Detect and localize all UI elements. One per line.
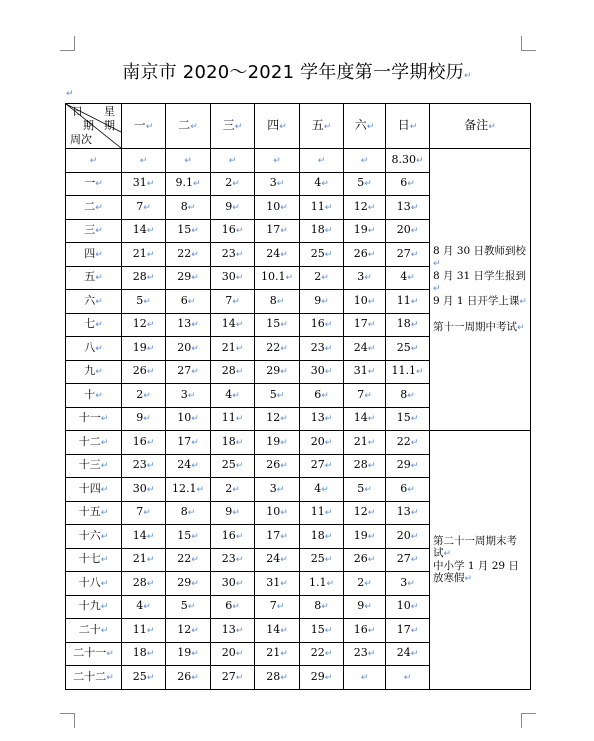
- corner-label-week: 周次: [70, 133, 92, 146]
- date-cell: 16↵: [211, 525, 255, 549]
- date-cell: 16↵: [300, 313, 344, 337]
- date-cell: 30↵: [211, 266, 255, 290]
- date-cell: 27↵: [386, 243, 430, 267]
- date-cell: 23↵: [211, 243, 255, 267]
- week-number-cell: 十九↵: [66, 595, 122, 619]
- remarks-header: 备注↵: [430, 104, 531, 149]
- date-cell: 11↵: [122, 619, 166, 643]
- week-number-cell: 十六↵: [66, 525, 122, 549]
- date-cell: 14↵: [122, 525, 166, 549]
- date-cell: 7↵: [122, 196, 166, 220]
- remark-line: 8 月 30 日教师到校↵: [433, 245, 527, 269]
- date-cell: 18↵: [386, 313, 430, 337]
- date-cell: 6↵: [211, 595, 255, 619]
- paragraph-mark: ↵: [66, 89, 74, 99]
- corner-label-star: 星: [104, 105, 115, 118]
- day-header-wed: 三↵: [211, 104, 255, 149]
- date-cell: 12↵: [344, 501, 386, 525]
- date-cell: 3↵: [386, 572, 430, 596]
- date-cell: 26↵: [344, 243, 386, 267]
- date-cell: 12↵: [166, 619, 211, 643]
- week-number-cell: 五↵: [66, 266, 122, 290]
- date-cell: 18↵: [122, 642, 166, 666]
- date-cell: 9↵: [344, 595, 386, 619]
- date-cell: 8↵: [166, 501, 211, 525]
- date-cell: 22↵: [386, 431, 430, 455]
- date-cell: 8↵: [255, 290, 300, 314]
- date-cell: 11↵: [300, 196, 344, 220]
- date-cell: ↵: [344, 666, 386, 690]
- date-cell: 27↵: [166, 360, 211, 384]
- calendar-row: [66, 431, 531, 455]
- date-cell: 2↵: [344, 572, 386, 596]
- week-number-cell: 十二↵: [66, 431, 122, 455]
- date-cell: 15↵: [255, 313, 300, 337]
- date-cell: 16↵: [344, 619, 386, 643]
- date-cell: 28↵: [122, 266, 166, 290]
- week-number-cell: 十七↵: [66, 548, 122, 572]
- date-cell: 22↵: [166, 548, 211, 572]
- date-cell: 19↵: [255, 431, 300, 455]
- date-cell: 15↵: [300, 619, 344, 643]
- date-cell: 10↵: [386, 595, 430, 619]
- date-cell: 8.30↵: [386, 149, 430, 173]
- day-header-thu: 四↵: [255, 104, 300, 149]
- date-cell: 12↵: [122, 313, 166, 337]
- date-cell: 10↵: [255, 501, 300, 525]
- date-cell: 24↵: [386, 642, 430, 666]
- date-cell: 16↵: [211, 219, 255, 243]
- date-cell: 24↵: [344, 337, 386, 361]
- remark-line: 中小学 1 月 29 日放寒假↵: [433, 559, 519, 584]
- date-cell: 21↵: [344, 431, 386, 455]
- date-cell: 20↵: [166, 337, 211, 361]
- date-cell: 8↵: [166, 196, 211, 220]
- date-cell: 13↵: [300, 407, 344, 431]
- date-cell: 12.1↵: [166, 478, 211, 502]
- date-cell: 15↵: [166, 219, 211, 243]
- date-cell: 27↵: [386, 548, 430, 572]
- date-cell: 7↵: [344, 384, 386, 408]
- date-cell: 22↵: [255, 337, 300, 361]
- date-cell: 14↵: [211, 313, 255, 337]
- corner-label-period: 期: [104, 119, 115, 132]
- date-cell: 17↵: [386, 619, 430, 643]
- date-cell: 19↵: [122, 337, 166, 361]
- date-cell: 30↵: [211, 572, 255, 596]
- date-cell: 6↵: [386, 172, 430, 196]
- date-cell: 4↵: [122, 595, 166, 619]
- date-cell: 21↵: [255, 642, 300, 666]
- date-cell: 31↵: [344, 360, 386, 384]
- week-number-cell: 十四↵: [66, 478, 122, 502]
- date-cell: 17↵: [255, 219, 300, 243]
- week-number-cell: 六↵: [66, 290, 122, 314]
- date-cell: 5↵: [344, 478, 386, 502]
- week-number-cell: 二十↵: [66, 619, 122, 643]
- date-cell: 24↵: [255, 243, 300, 267]
- date-cell: 1.1↵: [300, 572, 344, 596]
- date-cell: 28↵: [344, 454, 386, 478]
- date-cell: 6↵: [166, 290, 211, 314]
- date-cell: 10↵: [344, 290, 386, 314]
- page-corner-bottom-right: [521, 713, 536, 728]
- date-cell: 11↵: [211, 407, 255, 431]
- date-cell: 18↵: [300, 525, 344, 549]
- corner-label-qi: 期: [83, 119, 94, 132]
- date-cell: 12↵: [344, 196, 386, 220]
- date-cell: 12↵: [255, 407, 300, 431]
- date-cell: 19↵: [344, 219, 386, 243]
- date-cell: 5↵: [166, 595, 211, 619]
- date-cell: 24↵: [166, 454, 211, 478]
- calendar-table: [65, 103, 531, 690]
- week-number-cell: 二↵: [66, 196, 122, 220]
- remarks-cell-first-half: [430, 149, 531, 431]
- date-cell: 24↵: [255, 548, 300, 572]
- date-cell: 28↵: [122, 572, 166, 596]
- date-cell: 11↵: [300, 501, 344, 525]
- week-number-cell: 四↵: [66, 243, 122, 267]
- date-cell: 20↵: [211, 642, 255, 666]
- date-cell: 22↵: [300, 642, 344, 666]
- remark-line: 第十一周期中考试↵: [433, 321, 525, 333]
- date-cell: 13↵: [211, 619, 255, 643]
- date-cell: 18↵: [211, 431, 255, 455]
- date-cell: 20↵: [386, 219, 430, 243]
- date-cell: 23↵: [300, 337, 344, 361]
- day-header-sat: 六↵: [344, 104, 386, 149]
- date-cell: 4↵: [211, 384, 255, 408]
- date-cell: 5↵: [255, 384, 300, 408]
- date-cell: 11↵: [386, 290, 430, 314]
- date-cell: 21↵: [211, 337, 255, 361]
- date-cell: 23↵: [211, 548, 255, 572]
- day-header-tue: 二↵: [166, 104, 211, 149]
- date-cell: 9.1↵: [166, 172, 211, 196]
- date-cell: 2↵: [211, 478, 255, 502]
- date-cell: 30↵: [300, 360, 344, 384]
- date-cell: 10.1↵: [255, 266, 300, 290]
- date-cell: ↵: [386, 666, 430, 690]
- date-cell: 21↵: [122, 243, 166, 267]
- date-cell: 4↵: [300, 478, 344, 502]
- date-cell: 10↵: [255, 196, 300, 220]
- date-cell: 7↵: [211, 290, 255, 314]
- date-cell: 27↵: [211, 666, 255, 690]
- remarks-cell-second-half: [430, 431, 531, 690]
- date-cell: 26↵: [122, 360, 166, 384]
- day-header-mon: 一↵: [122, 104, 166, 149]
- date-cell: 8↵: [386, 384, 430, 408]
- date-cell: 23↵: [122, 454, 166, 478]
- date-cell: 11.1↵: [386, 360, 430, 384]
- date-cell: 23↵: [344, 642, 386, 666]
- page-corner-top-right: [521, 36, 536, 51]
- remark-line: 第二十一周期末考试↵: [433, 534, 517, 559]
- week-number-cell: 三↵: [66, 219, 122, 243]
- date-cell: 5↵: [122, 290, 166, 314]
- date-cell: 3↵: [166, 384, 211, 408]
- date-cell: 4↵: [300, 172, 344, 196]
- date-cell: ↵: [300, 149, 344, 173]
- date-cell: 16↵: [122, 431, 166, 455]
- date-cell: 9↵: [211, 196, 255, 220]
- date-cell: 17↵: [255, 525, 300, 549]
- remark-line: 8 月 31 日学生报到↵: [433, 270, 527, 294]
- week-number-cell: 八↵: [66, 337, 122, 361]
- date-cell: ↵: [255, 149, 300, 173]
- week-number-cell: 十五↵: [66, 501, 122, 525]
- date-cell: 7↵: [255, 595, 300, 619]
- date-cell: 27↵: [300, 454, 344, 478]
- page-corner-bottom-left: [60, 713, 75, 728]
- date-cell: 3↵: [344, 266, 386, 290]
- date-cell: 25↵: [300, 243, 344, 267]
- week-number-cell: 一↵: [66, 172, 122, 196]
- date-cell: 9↵: [211, 501, 255, 525]
- date-cell: 18↵: [300, 219, 344, 243]
- date-cell: 3↵: [255, 478, 300, 502]
- date-cell: 19↵: [166, 642, 211, 666]
- week-number-cell: 十八↵: [66, 572, 122, 596]
- date-cell: 29↵: [166, 266, 211, 290]
- week-number-cell: 二十一↵: [66, 642, 122, 666]
- page-title: 南京市 2020～2021 学年度第一学期校历↵: [122, 62, 472, 83]
- date-cell: 29↵: [386, 454, 430, 478]
- date-cell: 2↵: [300, 266, 344, 290]
- date-cell: 31↵: [255, 572, 300, 596]
- date-cell: 29↵: [300, 666, 344, 690]
- date-cell: ↵: [344, 149, 386, 173]
- date-cell: 21↵: [122, 548, 166, 572]
- date-cell: 26↵: [166, 666, 211, 690]
- date-cell: 25↵: [386, 337, 430, 361]
- date-cell: 15↵: [166, 525, 211, 549]
- date-cell: 15↵: [386, 407, 430, 431]
- date-cell: 31↵: [122, 172, 166, 196]
- date-cell: 7↵: [122, 501, 166, 525]
- date-cell: 8↵: [300, 595, 344, 619]
- date-cell: 29↵: [255, 360, 300, 384]
- day-header-fri: 五↵: [300, 104, 344, 149]
- date-cell: 19↵: [344, 525, 386, 549]
- date-cell: 28↵: [211, 360, 255, 384]
- date-cell: 9↵: [122, 407, 166, 431]
- date-cell: 28↵: [255, 666, 300, 690]
- date-cell: 6↵: [386, 478, 430, 502]
- date-cell: 30↵: [122, 478, 166, 502]
- remark-line: 9 月 1 日开学上课↵: [433, 295, 527, 307]
- date-cell: 26↵: [255, 454, 300, 478]
- day-header-sun: 日↵: [386, 104, 430, 149]
- date-cell: ↵: [211, 149, 255, 173]
- date-cell: 13↵: [386, 501, 430, 525]
- week-number-cell: 十一↵: [66, 407, 122, 431]
- page-corner-top-left: [60, 36, 75, 51]
- date-cell: 25↵: [211, 454, 255, 478]
- week-number-cell: ↵: [66, 149, 122, 173]
- date-cell: 17↵: [344, 313, 386, 337]
- diagonal-header-cell: [66, 104, 122, 149]
- date-cell: 5↵: [344, 172, 386, 196]
- date-cell: 2↵: [122, 384, 166, 408]
- week-number-cell: 十↵: [66, 384, 122, 408]
- week-number-cell: 二十二↵: [66, 666, 122, 690]
- date-cell: 4↵: [386, 266, 430, 290]
- date-cell: 2↵: [211, 172, 255, 196]
- date-cell: ↵: [122, 149, 166, 173]
- date-cell: 14↵: [344, 407, 386, 431]
- week-number-cell: 七↵: [66, 313, 122, 337]
- date-cell: 25↵: [300, 548, 344, 572]
- week-number-cell: 九↵: [66, 360, 122, 384]
- date-cell: 20↵: [300, 431, 344, 455]
- date-cell: 26↵: [344, 548, 386, 572]
- date-cell: 29↵: [166, 572, 211, 596]
- date-cell: 17↵: [166, 431, 211, 455]
- date-cell: 3↵: [255, 172, 300, 196]
- date-cell: 13↵: [386, 196, 430, 220]
- date-cell: 10↵: [166, 407, 211, 431]
- date-cell: 6↵: [300, 384, 344, 408]
- date-cell: 25↵: [122, 666, 166, 690]
- date-cell: 14↵: [255, 619, 300, 643]
- corner-label-ri: 日: [72, 105, 83, 118]
- calendar-row: [66, 149, 531, 173]
- date-cell: 9↵: [300, 290, 344, 314]
- date-cell: ↵: [166, 149, 211, 173]
- date-cell: 13↵: [166, 313, 211, 337]
- date-cell: 20↵: [386, 525, 430, 549]
- week-number-cell: 十三↵: [66, 454, 122, 478]
- header-row: [66, 104, 531, 149]
- date-cell: 22↵: [166, 243, 211, 267]
- date-cell: 14↵: [122, 219, 166, 243]
